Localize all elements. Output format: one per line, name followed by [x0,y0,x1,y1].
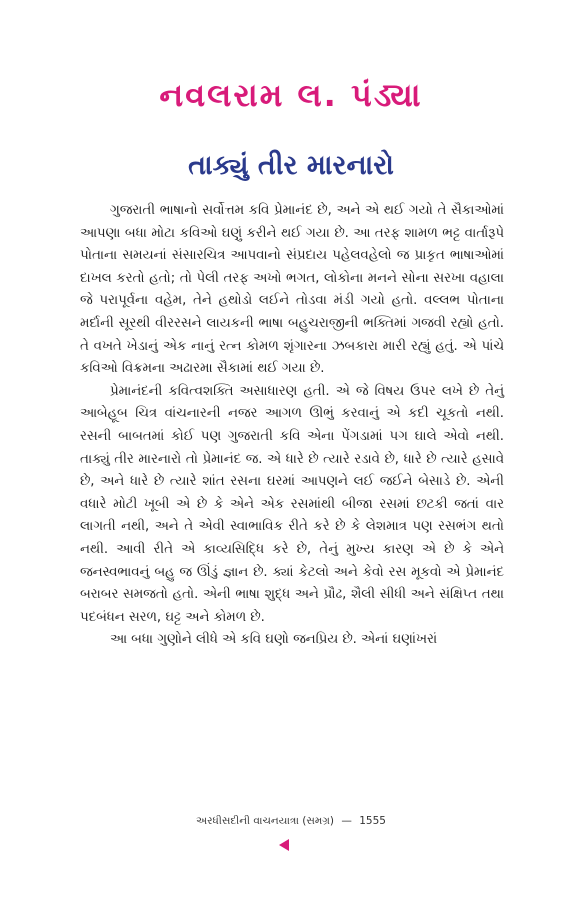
previous-page-arrow-icon[interactable] [279,839,289,851]
page-number: 1555 [359,815,386,827]
page-footer [0,815,582,828]
footer-book-title: અરધીસદીની વાચનયાત્રા (સમગ્ર) [196,815,335,827]
author-name: નવલરામ લ. પંડ્યા [159,76,423,114]
article-body [80,200,504,652]
footer-separator: — [341,815,352,827]
paragraph: પ્રેમાનંદની કવિત્વશક્તિ અસાધારણ હતી. એ જે વિષય ઉપર લખે છે તેનું આબેહૂબ ચિત્ર વાંચનારની નજર આગળ ઊભું કરવાનું એ કદી ચૂકતો નથી. રસની બાબતમાં કોઈ પણ ગુજરાતી કવિ એના પેંગડામાં પગ ઘાલે એવો નથી. તાક્યું તીર મારનારો તો પ્રેમાનંદ જ. એ ધારે છે ત્યારે રડાવે છે, ધારે છે ત્યારે હસાવે છે, અને ધારે છે ત્યારે શાંત રસના ઘરમાં આપણને લઈ જઈને બેસાડે છે. એની વધારે મોટી ખૂબી એ છે કે એને એક રસમાંથી બીજા રસમાં છટકી જતાં વાર લાગતી નથી, અને તે એવી સ્વાભાવિક રીતે કરે છે કે લેશમાત્ર પણ રસભંગ થતો નથી. આવી રીતે એ કાવ્યસિદ્ધિ કરે છે, તેનું મુખ્ય કારણ એ છે કે એને જનસ્વભાવનું બહુ જ ઊંડું જ્ઞાન છે. ક્યાં કેટલો અને કેવો રસ મૂકવો એ પ્રેમાનંદ બરાબર સમજતો હતો. એની ભાષા શુદ્ધ અને પ્રૌઢ, શૈલી સીધી અને સંક્ષિપ્ત તથા પદબંધન સરળ, ઘટ્ટ અને કોમળ છે. [80,383,504,625]
article-title: તાક્યું તીર મારનારો [188,150,394,181]
paragraph: આ બધા ગુણોને લીધે એ કવિ ઘણો જનપ્રિય છે. એનાં ઘણાંખરાં [110,632,438,648]
paragraph: ગુજરાતી ભાષાનો સર્વોત્તમ કવિ પ્રેમાનંદ છે, અને એ થઈ ગયો તે સૈકાઓમાં આપણા બધા મોટા કવિઓ ઘણું કરીને થઈ ગયા છે. આ તરફ શામળ ભટ્ટ વાર્તારૂપે પોતાના સમયનાં સંસારચિત્ર આપવાનો સંપ્રદાય પહેલવહેલો જ પ્રાકૃત ભાષાઓમાં દાખલ કરતો હતો; તો પેલી તરફ અખો ભગત, લોકોના મનને સોના સરખા વહાલા જે પરાપૂર્વના વહેમ, તેને હથોડો લઈને તોડવા મંડી ગયો હતો. વલ્લભ પોતાના મર્દાની સૂરથી વીરરસને લાયકની ભાષા બહુચરાજીની ભક્તિમાં ગજવી રહ્યો હતો. તે વખતે ખેડાનું એક નાનું રત્ન કોમળ શૃંગારના ઝબકારા મારી રહ્યું હતું. એ પાંચે કવિઓ વિક્રમના અઢારમા સૈકામાં થઈ ગયા છે. [80,203,504,377]
